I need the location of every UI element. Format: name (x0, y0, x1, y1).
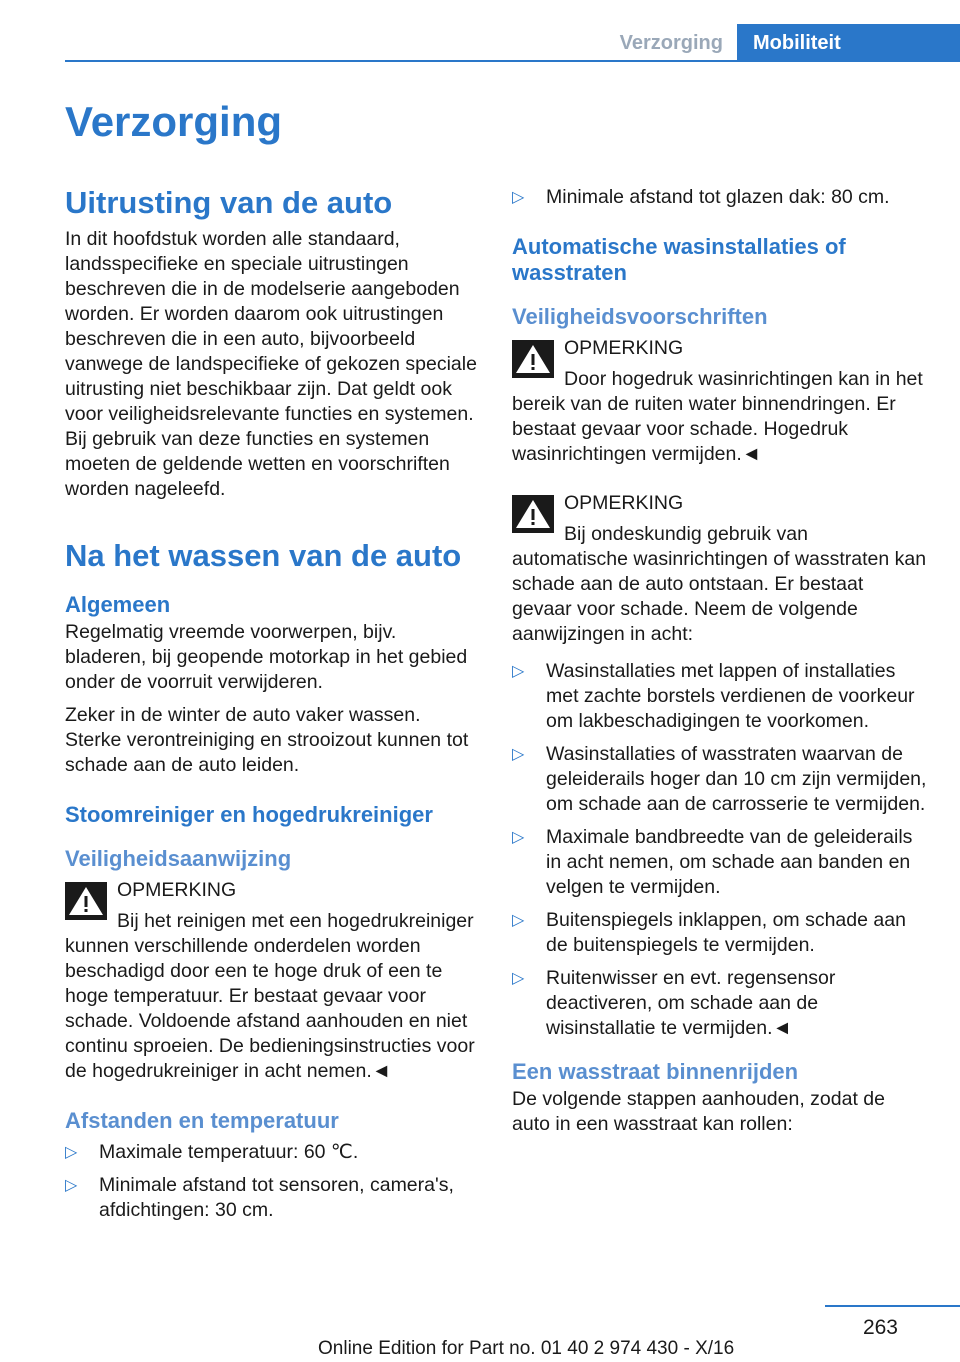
list-item: ▷ Minimale afstand tot sensoren, camera's, afdichtingen: 30 cm. (65, 1174, 454, 1221)
list-item: ▷ Wasinstallaties of wasstraten waarvan de geleiderails hoger dan 10 cm zijn vermijden, om schade aan de carrosserie te vermijden. (512, 743, 927, 815)
warning-triangle-icon (65, 882, 107, 920)
triangle-bullet-icon: ▷ (65, 1144, 78, 1161)
warning-block (512, 336, 927, 467)
right-column (512, 185, 927, 1137)
paragraph-algemeen-1: Regelmatig vreemde voorwerpen, bijv. bladeren, bij geopende motorkap in het gebied onder de voorruit verwijderen. (65, 621, 468, 693)
left-column (65, 185, 477, 1231)
warning-text: Bij het reinigen met een hogedrukreiniger kunnen verschillende onderdelen worden beschadigd door een te hoge druk of een te hoge temperatuur. Er bestaat gevaar voor schade. Voldoende afstand aanhouden en niet continu sproeien. De bedieningsinstructies voor de hogedrukreiniger in acht nemen.◄ (65, 910, 475, 1082)
distance-list (65, 1140, 477, 1223)
subheading-wasinstallaties: Automatische wasinstallaties of wasstraten (512, 234, 846, 285)
warning-triangle-icon (512, 340, 554, 378)
page-number: 263 (862, 1316, 898, 1339)
list-item: ▷ Maximale temperatuur: 60 ℃. (65, 1141, 359, 1163)
paragraph-uitrusting: In dit hoofdstuk worden alle standaard, landsspecifieke en speciale uitrustingen beschreven die in de modelserie aangeboden worden. Er worden daarom ook uitrustingen beschreven die in een auto, bijvoorbeeld vanwege de landspecifieke of gekozen speciale uitrusting niet beschikbaar zijn. Dat geldt ook voor veiligheidsrelevante functies en systemen. Bij gebruik van deze functies en systemen moeten de geldende wetten en voorschriften worden nageleefd. (65, 228, 477, 500)
list-item: ▷ Buitenspiegels inklappen, om schade aan de buitenspiegels te vermijden. (512, 909, 906, 956)
triangle-bullet-icon: ▷ (65, 1177, 78, 1194)
warning-text: Bij ondeskundig gebruik van automatische wasinrichtingen of wasstraten kan schade aan de auto ontstaan. Er bestaat gevaar voor schade. Neem de volgende aanwijzingen in acht: (512, 523, 927, 645)
paragraph-wasstraat: De volgende stappen aanhouden, zodat de auto in een wasstraat kan rollen: (512, 1088, 885, 1135)
footer-rule (825, 1305, 960, 1307)
warning-text: Door hogedruk wasinrichtingen kan in het bereik van de ruiten water binnendringen. Er bestaat gevaar voor schade. Hogedruk wasinrichtingen vermijden.◄ (512, 368, 923, 465)
heading-na-wassen: Na het wassen van de auto (65, 538, 462, 573)
subheading-wasstraat-binnenrijden: Een wasstraat binnenrijden (512, 1059, 799, 1084)
triangle-bullet-icon: ▷ (512, 829, 525, 846)
list-item: ▷ Wasinstallaties met lappen of installaties met zachte borstels verdienen de voorkeur om lakbeschadigingen te voorkomen. (512, 660, 915, 732)
triangle-bullet-icon: ▷ (512, 746, 525, 763)
warning-block (65, 878, 477, 1084)
subheading-veiligheidsaanwijzing: Veiligheidsaanwijzing (65, 846, 292, 871)
edition-footer: Online Edition for Part no. 01 40 2 974 430 - X/16 (318, 1338, 735, 1359)
heading-uitrusting: Uitrusting van de auto (65, 185, 393, 220)
triangle-bullet-icon: ▷ (512, 970, 525, 987)
carwash-list (512, 659, 927, 1041)
list-item: ▷ Minimale afstand tot glazen dak: 80 cm. (512, 186, 890, 208)
warning-triangle-icon (512, 495, 554, 533)
list-item: ▷ Maximale bandbreedte van de geleiderails in acht nemen, om schade aan banden en velgen te vermijden. (512, 826, 913, 898)
chapter-title: Verzorging (65, 98, 283, 145)
subheading-stoomreiniger: Stoomreiniger en hogedrukreiniger (65, 802, 433, 827)
warning-label: OPMERKING (117, 879, 237, 901)
triangle-bullet-icon: ▷ (512, 189, 525, 206)
active-chapter-tab[interactable]: Mobiliteit (737, 24, 960, 62)
paragraph-algemeen-2: Zeker in de winter de auto vaker wassen. Sterke verontreiniging en strooizout kunnen tot schade aan de auto leiden. (65, 704, 469, 776)
warning-block (512, 491, 927, 647)
section-tab[interactable]: Verzorging (619, 32, 723, 54)
triangle-bullet-icon: ▷ (512, 663, 525, 680)
subheading-veiligheidsvoorschriften: Veiligheidsvoorschriften (512, 304, 768, 329)
distance-list-continued (512, 185, 927, 210)
list-item: ▷ Ruitenwisser en evt. regensensor deactiveren, om schade aan de wisinstallatie te vermijden.◄ (512, 967, 836, 1039)
triangle-bullet-icon: ▷ (512, 912, 525, 929)
warning-label: OPMERKING (564, 337, 684, 359)
warning-label: OPMERKING (564, 492, 684, 514)
subheading-algemeen: Algemeen (65, 592, 171, 617)
subheading-afstanden: Afstanden en temperatuur (65, 1108, 339, 1133)
